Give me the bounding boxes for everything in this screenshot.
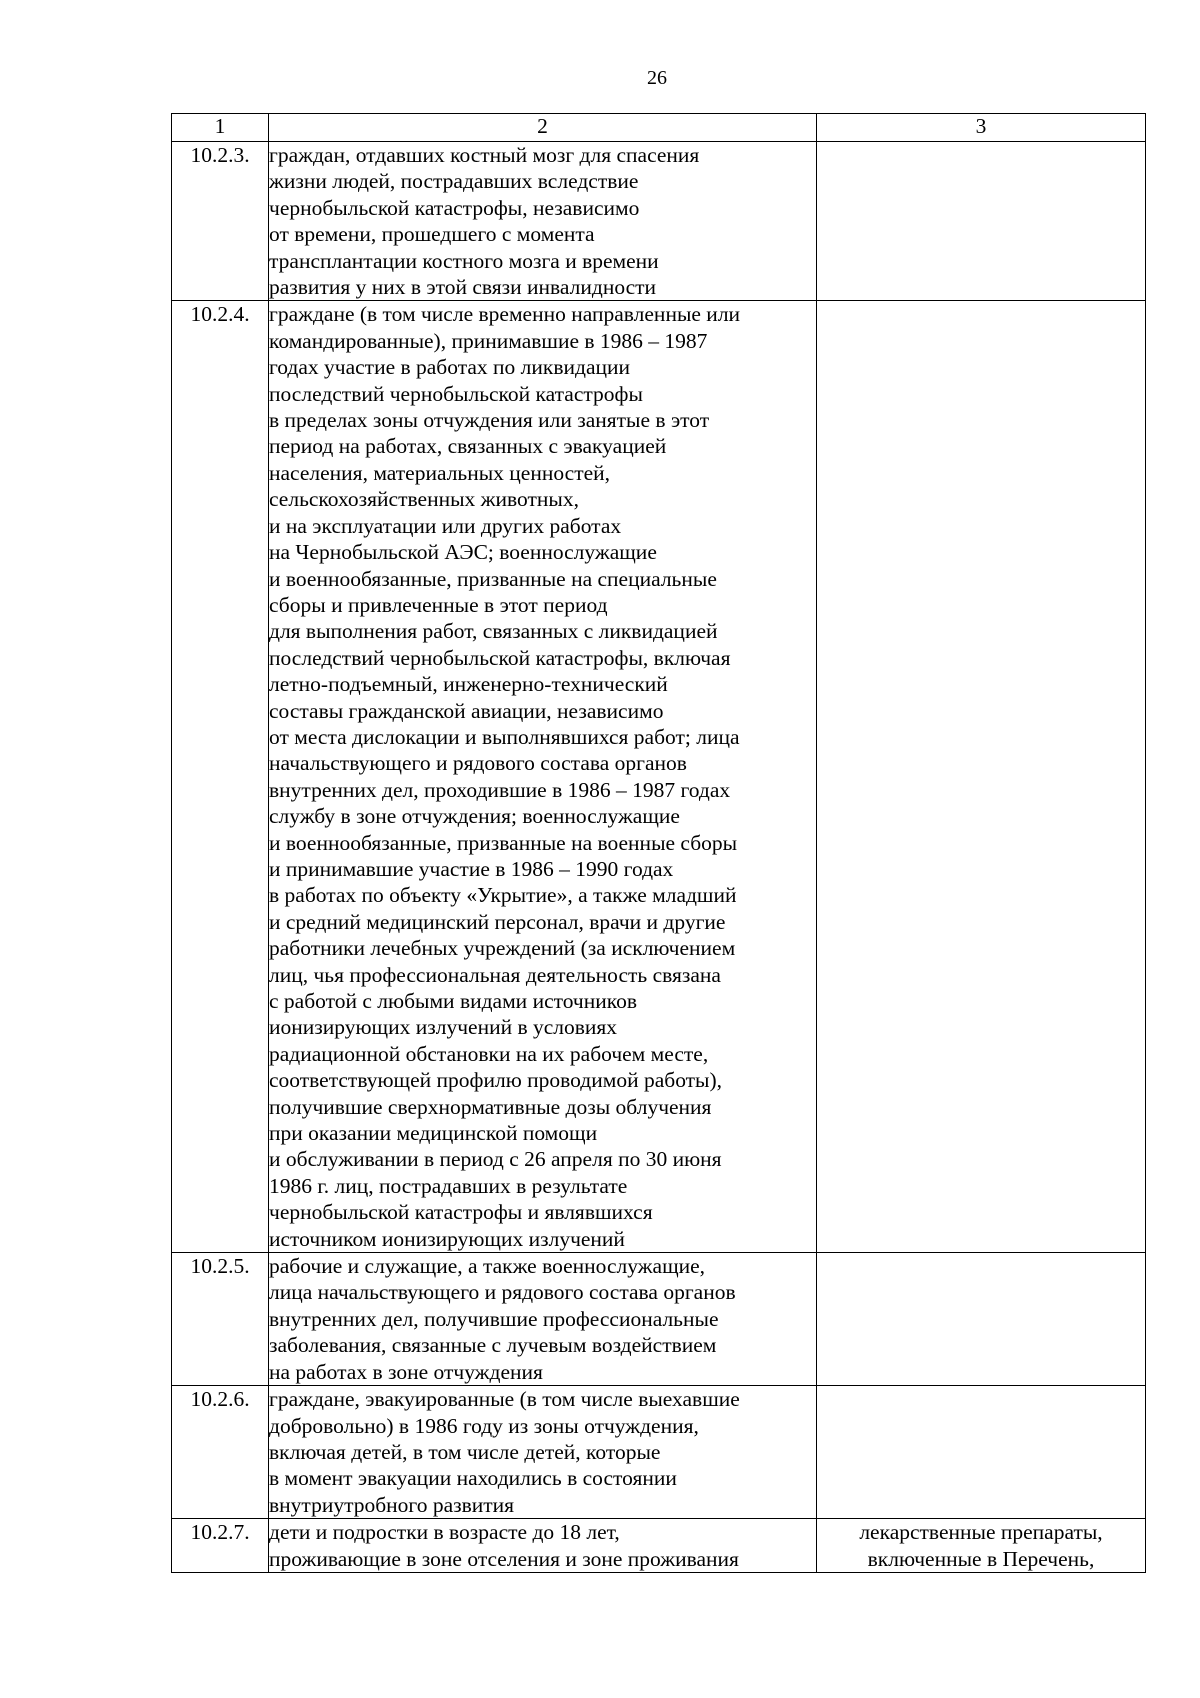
description-line: внутриутробного развития [269, 1492, 515, 1517]
description-line: радиационной обстановки на их рабочем месте, [269, 1041, 709, 1066]
table-header-row [172, 114, 1146, 142]
item-description [269, 1386, 817, 1519]
item-medicines [817, 1519, 1146, 1573]
description-line: добровольно) в 1986 году из зоны отчуждения, [269, 1413, 699, 1438]
description-line: включая детей, в том числе детей, которые [269, 1439, 661, 1464]
description-line: на Чернобыльской АЭС; военнослужащие [269, 540, 657, 565]
description-line: составы гражданской авиации, независимо [269, 698, 664, 723]
description-line: службу в зоне отчуждения; военнослужащие [269, 804, 680, 829]
description-line: заболевания, связанные с лучевым воздействием [269, 1333, 717, 1358]
table-row [172, 1519, 1146, 1573]
description-line: чернобыльской катастрофы, независимо [269, 195, 640, 220]
description-line: граждане, эвакуированные (в том числе выехавшие [269, 1387, 740, 1412]
description-line: 1986 г. лиц, пострадавших в результате [269, 1173, 628, 1198]
column-header-1: 1 [172, 114, 269, 142]
description-line: при оказании медицинской помощи [269, 1121, 598, 1146]
description-line: период на работах, связанных с эвакуацией [269, 434, 667, 459]
item-medicines [817, 1253, 1146, 1386]
description-line: граждане (в том числе временно направленные или [269, 302, 741, 327]
description-line: развития у них в этой связи инвалидности [269, 275, 657, 300]
description-line: рабочие и служащие, а также военнослужащие, [269, 1254, 706, 1279]
table-row [172, 1253, 1146, 1386]
description-line: и военнообязанные, призванные на специальные [269, 566, 717, 591]
item-description [269, 1519, 817, 1573]
description-line: на работах в зоне отчуждения [269, 1359, 543, 1384]
description-line: и военнообязанные, призванные на военные сборы [269, 830, 738, 855]
description-line: лиц, чья профессиональная деятельность связана [269, 962, 721, 987]
description-line: чернобыльской катастрофы и являвшихся [269, 1200, 653, 1225]
description-line: и средний медицинский персонал, врачи и другие [269, 909, 726, 934]
medicines-line: включенные в Перечень, [867, 1546, 1095, 1571]
description-line: лица начальствующего и рядового состава органов [269, 1280, 736, 1305]
description-line: сборы и привлеченные в этот период [269, 592, 608, 617]
description-line: в момент эвакуации находились в состоянии [269, 1466, 677, 1491]
description-line: сельскохозяйственных животных, [269, 487, 579, 512]
column-header-2: 2 [269, 114, 817, 142]
item-number: 10.2.6. [172, 1386, 269, 1519]
description-line: получившие сверхнормативные дозы облучения [269, 1094, 712, 1119]
item-number: 10.2.5. [172, 1253, 269, 1386]
description-line: в пределах зоны отчуждения или занятые в этот [269, 408, 710, 433]
description-line: соответствующей профилю проводимой работы), [269, 1068, 723, 1093]
description-line: внутренних дел, проходившие в 1986 – 1987 годах [269, 777, 731, 802]
description-line: с работой с любыми видами источников [269, 989, 637, 1013]
table-row [172, 142, 1146, 301]
description-line: работники лечебных учреждений (за исключением [269, 936, 736, 961]
description-line: жизни людей, пострадавших вследствие [269, 169, 639, 194]
table-row [172, 301, 1146, 1253]
item-description [269, 301, 817, 1253]
medicines-line: лекарственные препараты, [859, 1520, 1103, 1545]
description-line: проживающие в зоне отселения и зоне проживания [269, 1546, 739, 1571]
page-number: 26 [647, 67, 667, 89]
description-line: населения, материальных ценностей, [269, 460, 611, 485]
description-line: граждан, отдавших костный мозг для спасения [269, 143, 700, 167]
description-line: в работах по объекту «Укрытие», а также младший [269, 883, 737, 908]
table-row [172, 1386, 1146, 1519]
description-line: внутренних дел, получившие профессиональные [269, 1306, 719, 1331]
description-line: командированные), принимавшие в 1986 – 1987 [269, 328, 708, 353]
description-line: от времени, прошедшего с момента [269, 222, 595, 247]
description-line: последствий чернобыльской катастрофы, включая [269, 645, 731, 670]
description-line: ионизирующих излучений в условиях [269, 1015, 618, 1040]
item-medicines [817, 1386, 1146, 1519]
item-medicines [817, 142, 1146, 301]
item-medicines [817, 301, 1146, 1253]
description-line: годах участие в работах по ликвидации [269, 355, 631, 380]
item-description [269, 142, 817, 301]
item-number: 10.2.7. [172, 1519, 269, 1573]
description-line: последствий чернобыльской катастрофы [269, 381, 643, 406]
column-header-3: 3 [817, 114, 1146, 142]
description-line: источником ионизирующих излучений [269, 1226, 625, 1251]
description-line: начальствующего и рядового состава органов [269, 751, 687, 776]
description-line: дети и подростки в возрасте до 18 лет, [269, 1520, 620, 1545]
description-line: трансплантации костного мозга и времени [269, 248, 659, 273]
item-description [269, 1253, 817, 1386]
benefits-table [171, 113, 1146, 1573]
item-number: 10.2.3. [172, 142, 269, 301]
description-line: от места дислокации и выполнявшихся работ; лица [269, 724, 740, 749]
description-line: и принимавшие участие в 1986 – 1990 годах [269, 856, 674, 881]
description-line: для выполнения работ, связанных с ликвидацией [269, 619, 718, 644]
description-line: и обслуживании в период с 26 апреля по 30 июня [269, 1147, 722, 1172]
item-number: 10.2.4. [172, 301, 269, 1253]
description-line: и на эксплуатации или других работах [269, 513, 622, 538]
description-line: летно-подъемный, инженерно-технический [269, 672, 668, 697]
